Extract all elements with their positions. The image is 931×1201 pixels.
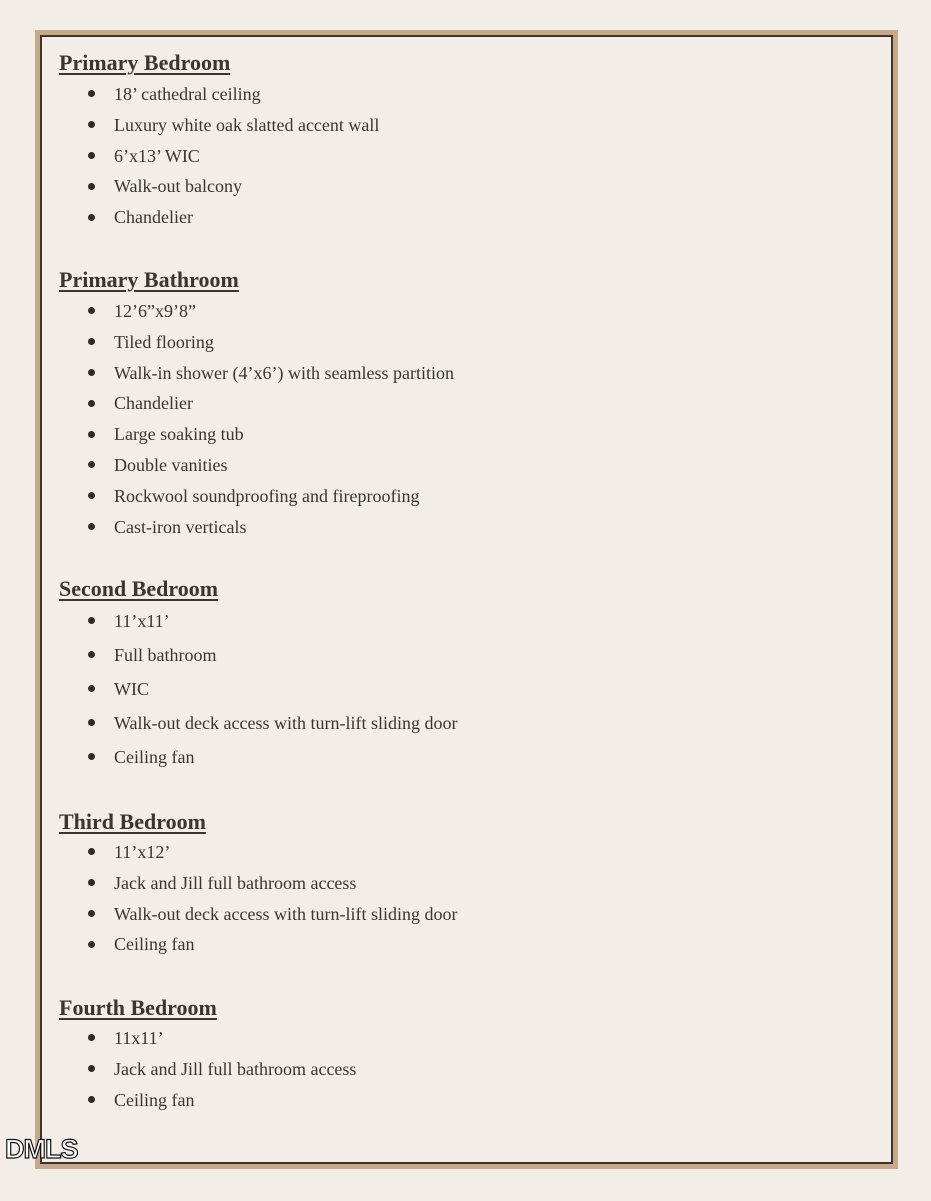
- item-text: Double vanities: [114, 454, 228, 475]
- item-text: Full bathroom: [114, 645, 217, 665]
- bullet-icon: [88, 753, 95, 760]
- item-text: Large soaking tub: [114, 424, 244, 445]
- feature-list: [59, 79, 881, 233]
- item-text: Jack and Jill full bathroom access: [114, 872, 357, 893]
- bullet-icon: [88, 848, 95, 855]
- bullet-icon: [88, 1065, 95, 1072]
- item-text: 11’x11’: [114, 611, 170, 631]
- item-text: Cast-iron verticals: [114, 516, 247, 537]
- item-text: Jack and Jill full bathroom access: [114, 1058, 357, 1079]
- list-item: [59, 171, 881, 202]
- bullet-icon: [88, 719, 95, 726]
- bullet-icon: [88, 152, 95, 159]
- list-item: [59, 604, 881, 638]
- list-item: [59, 388, 881, 419]
- watermark-text: DMLS: [5, 1134, 78, 1163]
- list-item: [59, 481, 881, 512]
- bullet-icon: [88, 1096, 95, 1103]
- bullet-icon: [88, 879, 95, 886]
- document-frame: [35, 30, 898, 1169]
- bullet-icon: [88, 651, 95, 658]
- feature-list: [59, 837, 881, 960]
- item-text: 6’x13’ WIC: [114, 145, 200, 166]
- list-item: [59, 740, 881, 774]
- list-item: [59, 512, 881, 543]
- item-text: WIC: [114, 679, 149, 699]
- item-text: Walk-in shower (4’x6’) with seamless partition: [114, 362, 454, 383]
- item-text: Chandelier: [114, 207, 193, 228]
- feature-list: [59, 604, 881, 774]
- list-item: [59, 1023, 881, 1054]
- list-item: [59, 929, 881, 960]
- feature-list: [59, 296, 881, 542]
- list-item: [59, 450, 881, 481]
- item-text: Chandelier: [114, 393, 193, 414]
- bullet-icon: [88, 492, 95, 499]
- section-second-bedroom: [59, 576, 881, 774]
- item-text: Tiled flooring: [114, 331, 214, 352]
- bullet-icon: [88, 214, 95, 221]
- list-item: [59, 327, 881, 358]
- bullet-icon: [88, 431, 95, 438]
- bullet-icon: [88, 338, 95, 345]
- list-item: [59, 1085, 881, 1116]
- item-text: 12’6”x9’8”: [114, 301, 196, 321]
- dmls-watermark-logo: [4, 1133, 96, 1163]
- bullet-icon: [88, 617, 95, 624]
- list-item: [59, 899, 881, 930]
- bullet-icon: [88, 307, 95, 314]
- item-text: 11’x12’: [114, 842, 171, 862]
- list-item: [59, 1054, 881, 1085]
- section-primary-bedroom: [59, 50, 881, 233]
- section-title: Third Bedroom: [59, 809, 206, 834]
- list-item: [59, 419, 881, 450]
- list-item: [59, 296, 881, 327]
- bullet-icon: [88, 910, 95, 917]
- list-item: [59, 706, 881, 740]
- list-item: [59, 672, 881, 706]
- bullet-icon: [88, 685, 95, 692]
- list-item: [59, 110, 881, 141]
- section-fourth-bedroom: [59, 995, 881, 1115]
- section-title: Second Bedroom: [59, 576, 219, 601]
- item-text: Ceiling fan: [114, 747, 195, 767]
- section-third-bedroom: [59, 809, 881, 960]
- feature-list: [59, 1023, 881, 1115]
- section-title: Primary Bathroom: [59, 267, 239, 292]
- bullet-icon: [88, 941, 95, 948]
- list-item: [59, 79, 881, 110]
- section-primary-bathroom: [59, 267, 881, 542]
- list-item: [59, 141, 881, 172]
- item-text: 18’ cathedral ceiling: [114, 84, 261, 104]
- list-item: [59, 868, 881, 899]
- item-text: Walk-out balcony: [114, 176, 243, 197]
- item-text: Luxury white oak slatted accent wall: [114, 114, 380, 135]
- section-title: Fourth Bedroom: [59, 995, 217, 1020]
- item-text: Rockwool soundproofing and fireproofing: [114, 485, 420, 506]
- item-text: Walk-out deck access with turn-lift sliding door: [114, 713, 458, 733]
- bullet-icon: [88, 461, 95, 468]
- list-item: [59, 638, 881, 672]
- bullet-icon: [88, 400, 95, 407]
- list-item: [59, 837, 881, 868]
- bullet-icon: [88, 90, 95, 97]
- item-text: 11x11’: [114, 1028, 164, 1048]
- bullet-icon: [88, 121, 95, 128]
- document-page: [40, 35, 893, 1164]
- item-text: Ceiling fan: [114, 1089, 195, 1110]
- section-title: Primary Bedroom: [59, 50, 231, 75]
- list-item: [59, 202, 881, 233]
- item-text: Ceiling fan: [114, 934, 195, 955]
- item-text: Walk-out deck access with turn-lift sliding door: [114, 903, 458, 924]
- bullet-icon: [88, 183, 95, 190]
- list-item: [59, 358, 881, 389]
- bullet-icon: [88, 369, 95, 376]
- bullet-icon: [88, 523, 95, 530]
- bullet-icon: [88, 1034, 95, 1041]
